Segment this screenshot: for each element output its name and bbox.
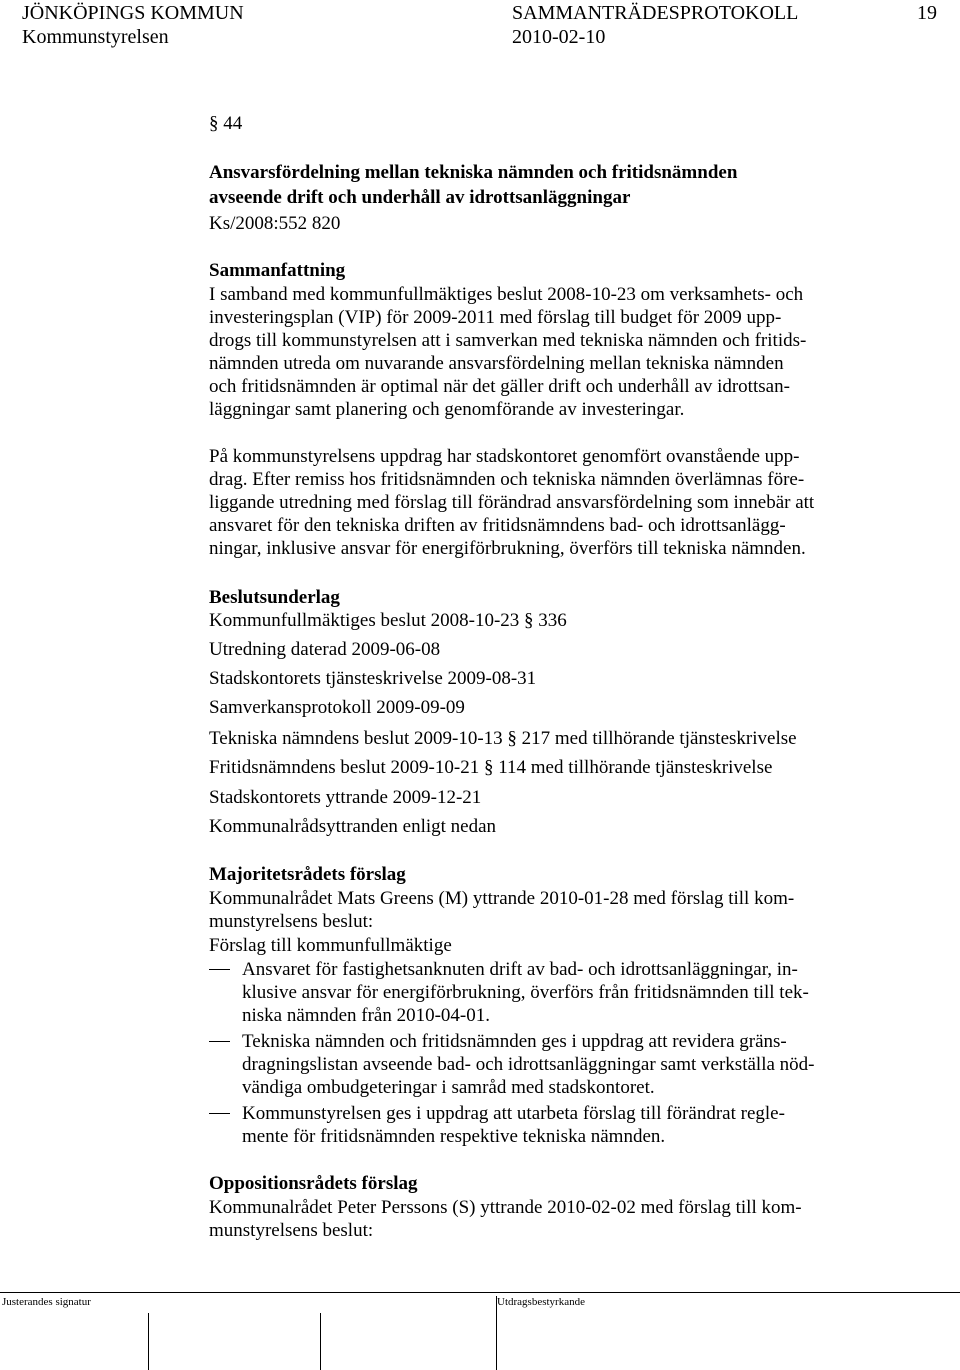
summary-para2-line: ningar, inklusive ansvar för energiförbrukning, överförs till tekniska nämnden. (209, 538, 806, 559)
signature-label: Justerandes signatur (2, 1296, 91, 1308)
page-number: 19 (917, 2, 937, 24)
basis-item: Utredning daterad 2009-06-08 (209, 639, 441, 660)
basis-item: Kommunalrådsyttranden enligt nedan (209, 816, 497, 837)
summary-para1-line: I samband med kommunfullmäktiges beslut 2008-10-23 om verksamhets- och (209, 284, 804, 305)
opposition-heading: Oppositionsrådets förslag (209, 1173, 418, 1194)
bullet-dash (209, 1041, 230, 1042)
footer-rule (0, 1292, 960, 1293)
signature-divider (496, 1296, 497, 1370)
basis-item: Tekniska nämndens beslut 2009-10-13 § 217 med tillhörande tjänsteskrivelse (209, 728, 797, 749)
summary-para2-line: ansvaret för den tekniska driften av fritidsnämndens bad- och idrottsanlägg- (209, 515, 786, 536)
section-title-line-2: avseende drift och underhåll av idrottsanläggningar (209, 187, 631, 208)
summary-para2-line: liggande utredning med förslag till förändrad ansvarsfördelning som innebär att (209, 492, 815, 513)
majority-subheading: Förslag till kommunfullmäktige (209, 935, 452, 956)
summary-para1-line: och fritidsnämnden är optimal när det gäller drift och underhåll av idrottsan- (209, 376, 790, 397)
summary-para1-line: nämnden utreda om nuvarande ansvarsfördelning mellan tekniska nämnden (209, 353, 784, 374)
summary-para1-line: investeringsplan (VIP) för 2009-2011 med förslag till budget för 2009 upp- (209, 307, 782, 328)
board-name: Kommunstyrelsen (22, 26, 169, 48)
majority-intro-line: munstyrelsens beslut: (209, 911, 374, 932)
summary-heading: Sammanfattning (209, 260, 346, 281)
majority-bullet-line: klusive ansvar för energiförbrukning, överförs från fritidsnämnden till tek- (242, 982, 809, 1003)
case-number: Ks/2008:552 820 (209, 213, 341, 234)
signature-divider (320, 1313, 321, 1370)
majority-bullet-line: niska nämnden från 2010-04-01. (242, 1005, 490, 1026)
signature-divider (148, 1313, 149, 1370)
bullet-dash (209, 1113, 230, 1114)
meeting-date: 2010-02-10 (512, 26, 606, 48)
basis-item: Kommunfullmäktiges beslut 2008-10-23 § 336 (209, 610, 567, 631)
bullet-dash (209, 969, 230, 970)
majority-intro-line: Kommunalrådet Mats Greens (M) yttrande 2010-01-28 med förslag till kom- (209, 888, 795, 909)
document-type: SAMMANTRÄDESPROTOKOLL (512, 2, 799, 24)
majority-heading: Majoritetsrådets förslag (209, 864, 406, 885)
summary-para1-line: läggningar samt planering och genomförande av investeringar. (209, 399, 685, 420)
opposition-intro-line: Kommunalrådet Peter Perssons (S) yttrande 2010-02-02 med förslag till kom- (209, 1197, 802, 1218)
majority-bullet-line: dragningslistan avseende bad- och idrottsanläggningar samt verkställa nöd- (242, 1054, 815, 1075)
summary-para2-line: drag. Efter remiss hos fritidsnämnden och tekniska nämnden överlämnas före- (209, 469, 805, 490)
summary-para1-line: drogs till kommunstyrelsen att i samverkan med tekniska nämnden och fritids- (209, 330, 807, 351)
municipality-name: JÖNKÖPINGS KOMMUN (22, 2, 244, 24)
basis-heading: Beslutsunderlag (209, 587, 340, 608)
majority-bullet-line: mente för fritidsnämnden respektive tekniska nämnden. (242, 1126, 666, 1147)
majority-bullet-line: Tekniska nämnden och fritidsnämnden ges i uppdrag att revidera gräns- (242, 1031, 787, 1052)
majority-bullet-line: vändiga ombudgeteringar i samråd med stadskontoret. (242, 1077, 655, 1098)
basis-item: Stadskontorets tjänsteskrivelse 2009-08-31 (209, 668, 537, 689)
basis-item: Fritidsnämndens beslut 2009-10-21 § 114 med tillhörande tjänsteskrivelse (209, 757, 773, 778)
section-title-line-1: Ansvarsfördelning mellan tekniska nämnden och fritidsnämnden (209, 162, 738, 183)
basis-item: Stadskontorets yttrande 2009-12-21 (209, 787, 482, 808)
majority-bullet-line: Ansvaret för fastighetsanknuten drift av bad- och idrottsanläggningar, in- (242, 959, 798, 980)
certification-label: Utdragsbestyrkande (497, 1296, 585, 1308)
opposition-intro-line: munstyrelsens beslut: (209, 1220, 374, 1241)
summary-para2-line: På kommunstyrelsens uppdrag har stadskontoret genomfört ovanstående upp- (209, 446, 800, 467)
majority-bullet-line: Kommunstyrelsen ges i uppdrag att utarbeta förslag till förändrat regle- (242, 1103, 785, 1124)
paragraph-number: § 44 (209, 113, 243, 134)
basis-item: Samverkansprotokoll 2009-09-09 (209, 697, 465, 718)
